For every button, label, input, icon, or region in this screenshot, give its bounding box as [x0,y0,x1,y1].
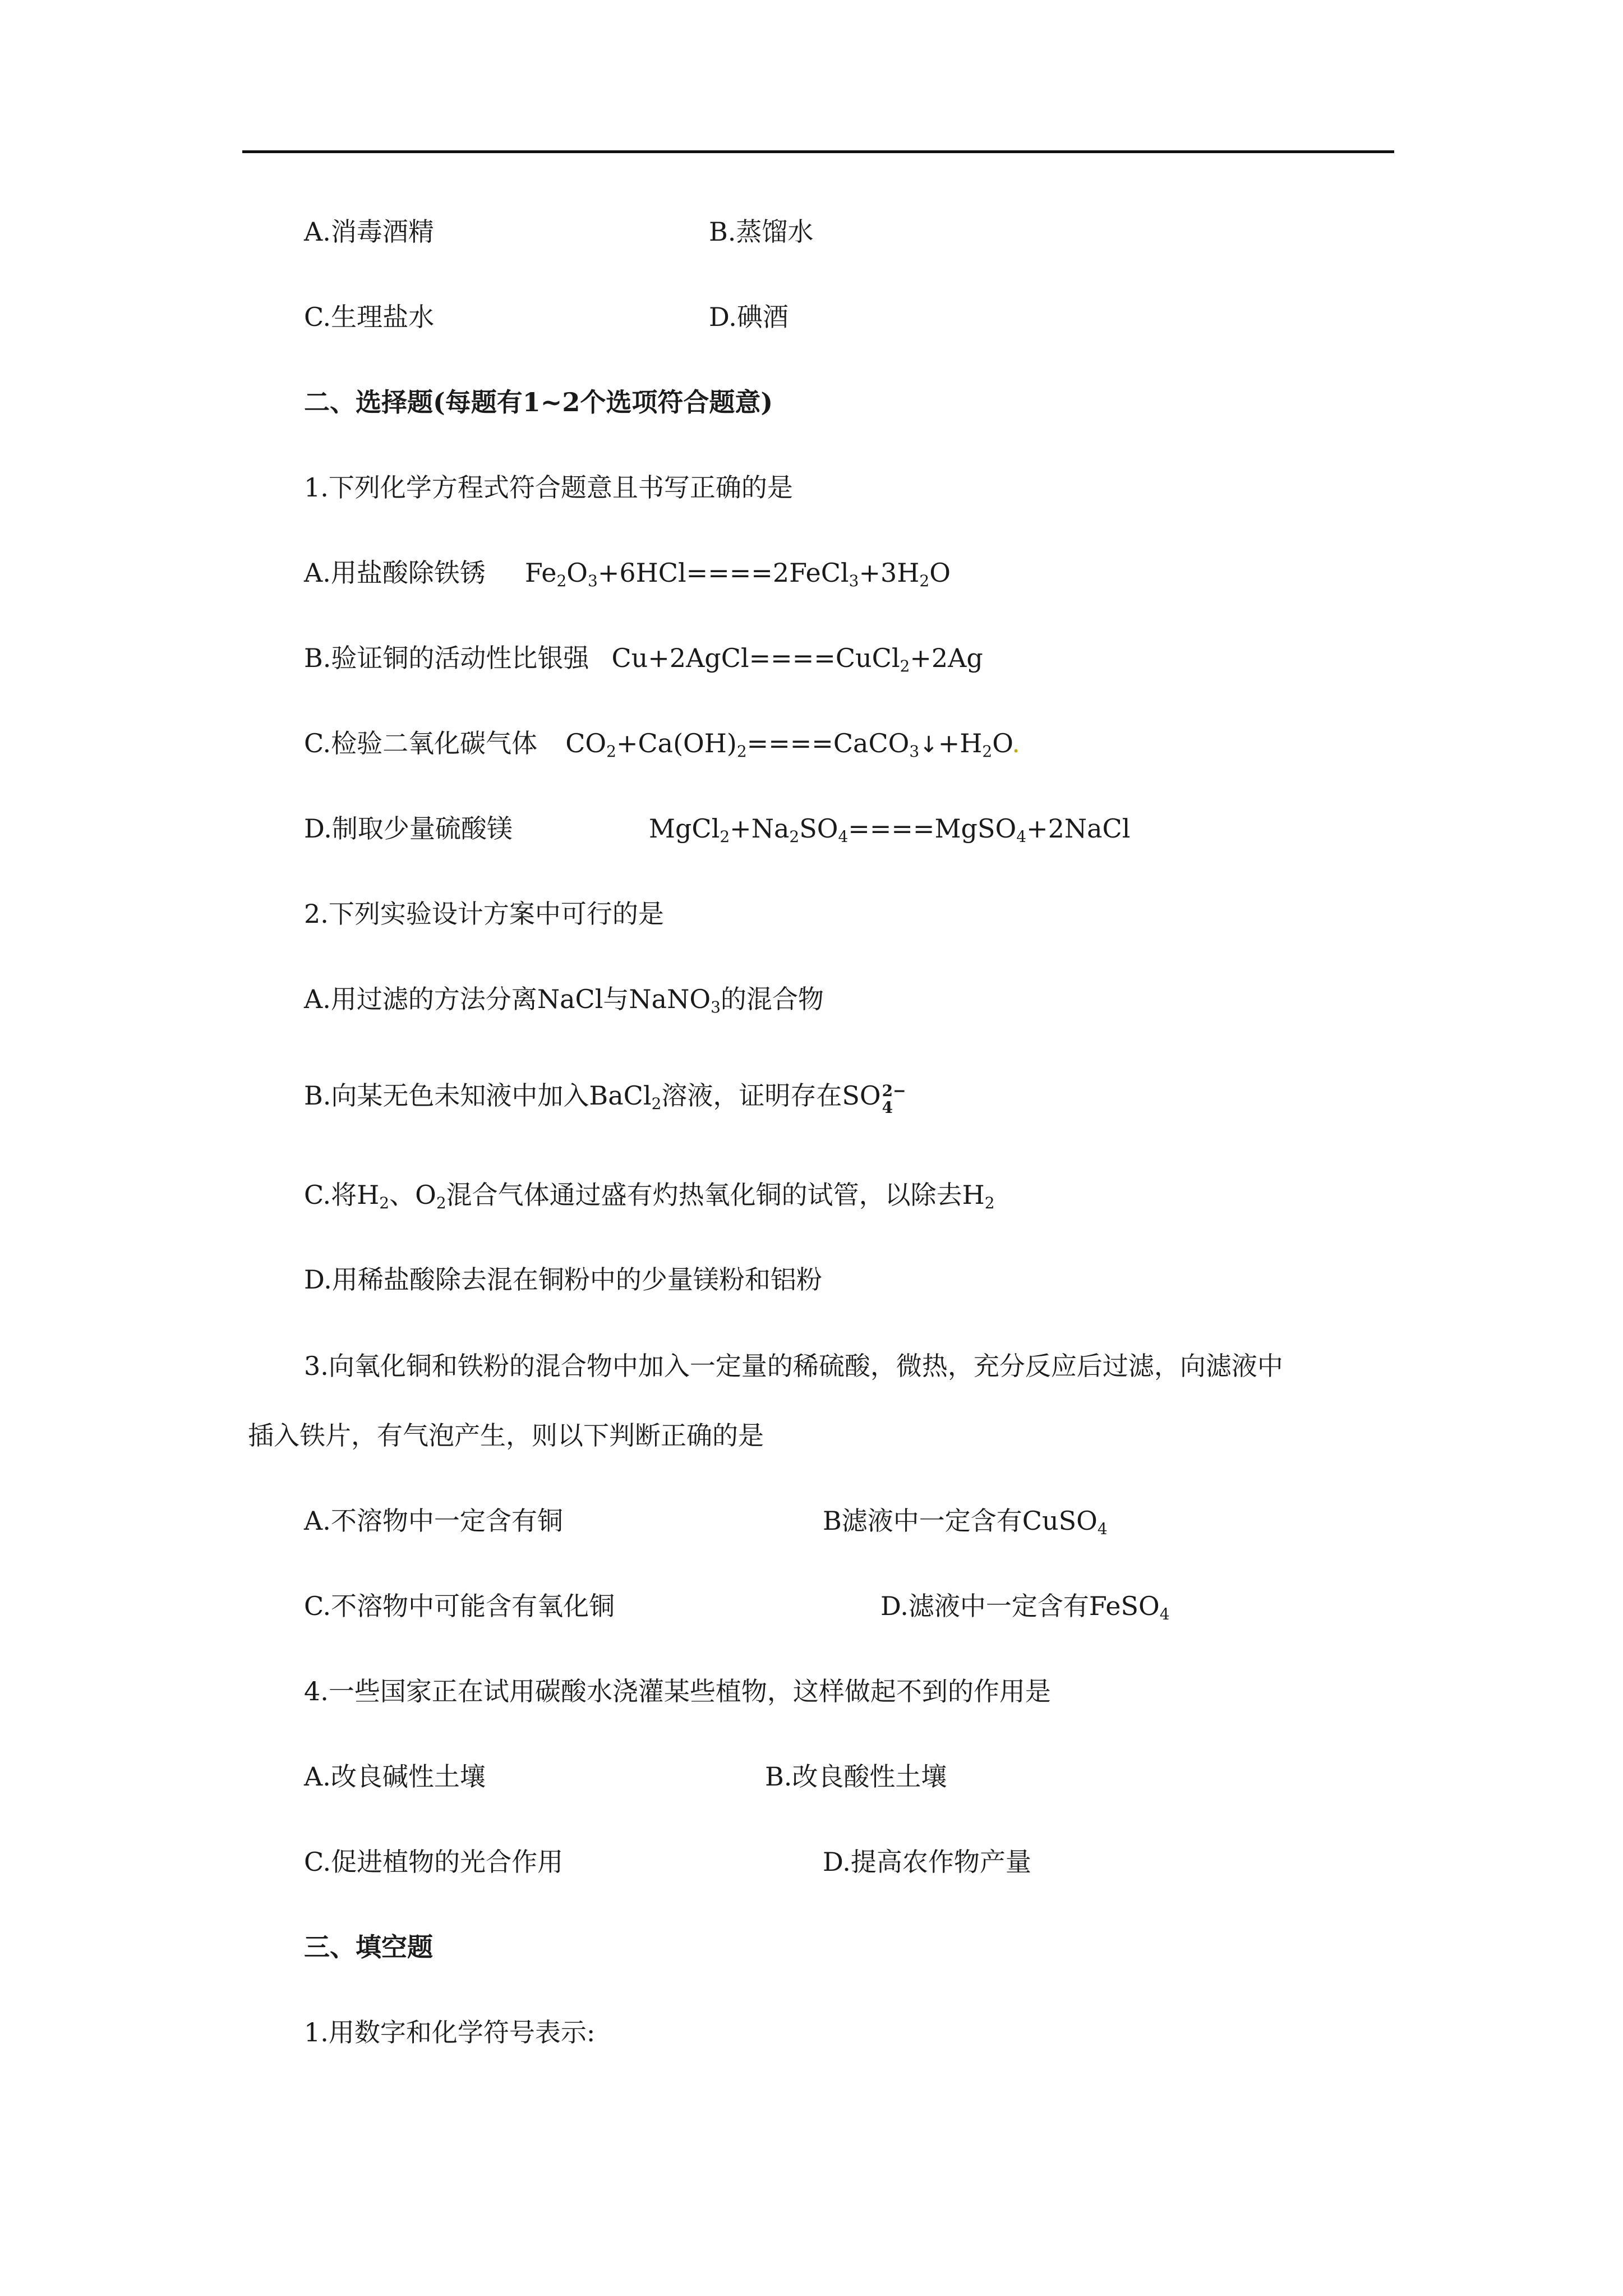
q1-option-a: A.用盐酸除铁锈 $Fe_2O_3+6HCl====2FeCl_3+3H_2O$ [304,558,951,590]
q3-option-d: D.滤液中一定含有FeSO$_4$ [880,1591,1170,1623]
sulfate-charge: 2− 4 [882,1082,906,1117]
q3-option-a: A.不溶物中一定含有铜 [304,1506,563,1536]
option-d: D.碘酒 [709,302,789,332]
q2-option-a: A.用过滤的方法分离NaCl与NaNO$_3$的混合物 [304,984,824,1016]
q3-option-c: C.不溶物中可能含有氧化铜 [304,1591,615,1621]
q4-option-a: A.改良碱性土壤 [304,1761,486,1792]
question-stem: 3.向氧化铜和铁粉的混合物中加入一定量的稀硫酸，微热，充分反应后过滤，向滤液中 [304,1351,1283,1381]
equation: $MgCl_2+Na_2SO_4====MgSO_4+2NaCl$ [648,813,1131,846]
q2-option-c: C.将$H_2$、$O_2$混合气体通过盛有灼热氧化铜的试管，以除去$H_2$ [304,1180,995,1212]
q2-option-d: D.用稀盐酸除去混在铜粉中的少量镁粉和铝粉 [304,1264,822,1295]
equation: Cu+2AgCl====CuCl$_2$+2Ag [611,643,983,675]
q4-option-c: C.促进植物的光合作用 [304,1847,564,1877]
option-row [304,1844,1031,1880]
option-row [304,1588,1170,1624]
equation: $Fe_2O_3+6HCl====2FeCl_3+3H_2O$ [524,558,951,590]
q3-option-b: B滤液中一定含有CuSO$_4$ [823,1506,1108,1538]
q4-option-b: B.改良酸性土壤 [765,1761,947,1792]
option-row [304,299,789,335]
down-arrow-icon: ↓ [919,732,938,758]
equation: $CO_2+Ca(OH)_2====CaCO_3↓+H_2O$. [565,728,1020,761]
option-row [304,1759,947,1795]
option-a: A.消毒酒精 [304,217,434,247]
option-row [304,1503,1108,1539]
question-stem: 2.下列实验设计方案中可行的是 [304,899,664,929]
option-b: B.蒸馏水 [709,217,814,247]
question-stem: 4.一些国家正在试用碳酸水浇灌某些植物，这样做起不到的作用是 [304,1676,1051,1706]
section-title: 二、选择题(每题有1~2个选项符合题意) [304,387,773,417]
q2-option-b: B.向某无色未知液中加入BaCl$_2$溶液，证明存在SO 2− 4 [304,1078,895,1114]
q1-option-c: C.检验二氧化碳气体 $CO_2+Ca(OH)_2====CaCO_3↓+H_2O$. [304,728,1020,761]
question-stem: 1.下列化学方程式符合题意且书写正确的是 [304,472,793,503]
section-title: 三、填空题 [304,1932,433,1962]
q4-option-d: D.提高农作物产量 [823,1847,1031,1877]
option-c: C.生理盐水 [304,302,435,332]
question-stem: 1.用数字和化学符号表示: [304,2017,596,2047]
q1-option-d: D.制取少量硫酸镁 $MgCl_2+Na_2SO_4====MgSO_4+2NaCl$ [304,813,1131,846]
q1-option-b: B.验证铜的活动性比银强 Cu+2AgCl====CuCl$_2$+2Ag [304,643,983,675]
question-stem-continued: 插入铁片，有气泡产生，则以下判断正确的是 [248,1420,764,1451]
option-row [304,214,814,250]
header-rule [242,150,1394,153]
